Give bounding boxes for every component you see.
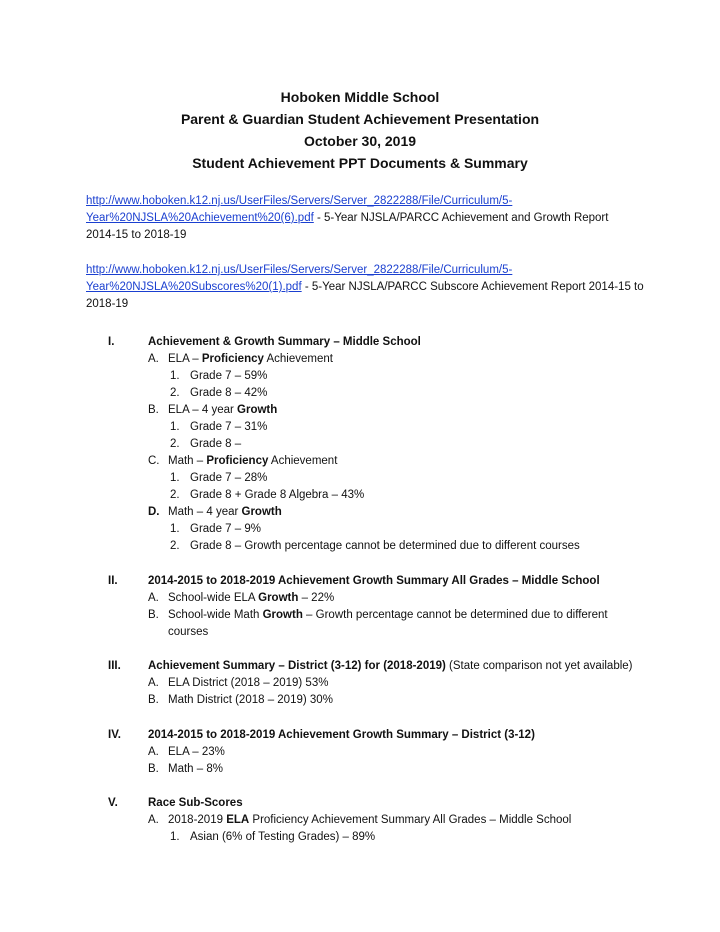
section-title: Race Sub-Scores xyxy=(148,797,243,809)
list-item: 2018-2019 ELA Proficiency Achievement Summary All Grades – Middle School xyxy=(168,814,572,826)
list-label: 2. xyxy=(170,489,180,501)
section-number: II. xyxy=(108,575,118,587)
list-label: 2. xyxy=(170,438,180,450)
list-label: A. xyxy=(148,814,159,826)
section-title: 2014-2015 to 2018-2019 Achievement Growth Summary All Grades – Middle School xyxy=(148,575,600,587)
section-number: III. xyxy=(108,660,121,672)
documents-subtitle: Student Achievement PPT Documents & Summary xyxy=(192,155,528,171)
section-title: Achievement & Growth Summary – Middle School xyxy=(148,336,421,348)
list-label: 1. xyxy=(170,831,180,843)
link-paragraph-subscore xyxy=(86,262,646,313)
link-description-cont: 2018-19 xyxy=(86,298,129,310)
list-label: 1. xyxy=(170,370,180,382)
subscore-report-link[interactable]: http://www.hoboken.k12.nj.us/UserFiles/Servers/Server_2822288/File/Curriculum/5- xyxy=(86,264,513,276)
list-item: Grade 7 – 9% xyxy=(190,523,261,535)
list-item: Grade 8 – xyxy=(190,438,242,450)
list-label: D. xyxy=(148,506,160,518)
link-paragraph-achievement xyxy=(86,193,646,244)
presentation-date: October 30, 2019 xyxy=(303,133,417,149)
list-label: A. xyxy=(148,353,159,365)
list-item: School-wide ELA Growth – 22% xyxy=(168,592,335,604)
presentation-title: Parent & Guardian Student Achievement Presentation xyxy=(180,111,540,127)
list-label: A. xyxy=(148,677,159,689)
subscore-report-link-cont[interactable]: Year%20NJSLA%20Subscores%20(1).pdf xyxy=(86,281,302,293)
list-label: B. xyxy=(148,694,159,706)
list-item: ELA – Proficiency Achievement xyxy=(168,353,333,365)
section-title: 2014-2015 to 2018-2019 Achievement Growth Summary – District (3-12) xyxy=(148,729,535,741)
list-label: B. xyxy=(148,763,159,775)
list-label: 2. xyxy=(170,540,180,552)
link-description: - 5-Year NJSLA/PARCC Achievement and Growth Report xyxy=(313,212,609,224)
list-item: ELA District (2018 – 2019) 53% xyxy=(168,677,329,689)
list-item: Math – 4 year Growth xyxy=(168,506,282,518)
list-label: 2. xyxy=(170,387,180,399)
achievement-report-link-cont[interactable]: Year%20NJSLA%20Achievement%20(6).pdf xyxy=(86,212,314,224)
list-item: School-wide Math Growth – Growth percentage cannot be determined due to different xyxy=(168,609,608,621)
list-item: Math – 8% xyxy=(168,763,223,775)
section-number: I. xyxy=(108,336,115,348)
list-item-cont: courses xyxy=(168,626,209,638)
list-item: Asian (6% of Testing Grades) – 89% xyxy=(190,831,376,843)
link-description: - 5-Year NJSLA/PARCC Subscore Achievement Report 2014-15 to xyxy=(301,281,644,293)
list-item: ELA – 4 year Growth xyxy=(168,404,278,416)
section-number: IV. xyxy=(108,729,122,741)
list-item: Grade 7 – 28% xyxy=(190,472,268,484)
list-item: Grade 7 – 31% xyxy=(190,421,268,433)
list-item: Grade 8 – 42% xyxy=(190,387,268,399)
list-label: 1. xyxy=(170,421,180,433)
link-description-cont: 2014-15 to 2018-19 xyxy=(86,229,187,241)
list-label: B. xyxy=(148,609,159,621)
list-label: A. xyxy=(148,592,159,604)
list-label: 1. xyxy=(170,523,180,535)
section-title: Achievement Summary – District (3-12) for (2018-2019) (State comparison not yet available) xyxy=(148,660,633,672)
document-header xyxy=(0,86,720,174)
list-item: Grade 8 + Grade 8 Algebra – 43% xyxy=(190,489,365,501)
list-label: A. xyxy=(148,746,159,758)
achievement-report-link[interactable]: http://www.hoboken.k12.nj.us/UserFiles/Servers/Server_2822288/File/Curriculum/5- xyxy=(86,195,513,207)
list-item: Math District (2018 – 2019) 30% xyxy=(168,694,333,706)
list-item: Grade 8 – Growth percentage cannot be determined due to different courses xyxy=(190,540,580,552)
section-number: V. xyxy=(108,797,118,809)
list-item: Math – Proficiency Achievement xyxy=(168,455,338,467)
list-item: Grade 7 – 59% xyxy=(190,370,268,382)
list-label: 1. xyxy=(170,472,180,484)
school-name: Hoboken Middle School xyxy=(280,89,440,105)
list-item: ELA – 23% xyxy=(168,746,225,758)
list-label: B. xyxy=(148,404,159,416)
list-label: C. xyxy=(148,455,160,467)
